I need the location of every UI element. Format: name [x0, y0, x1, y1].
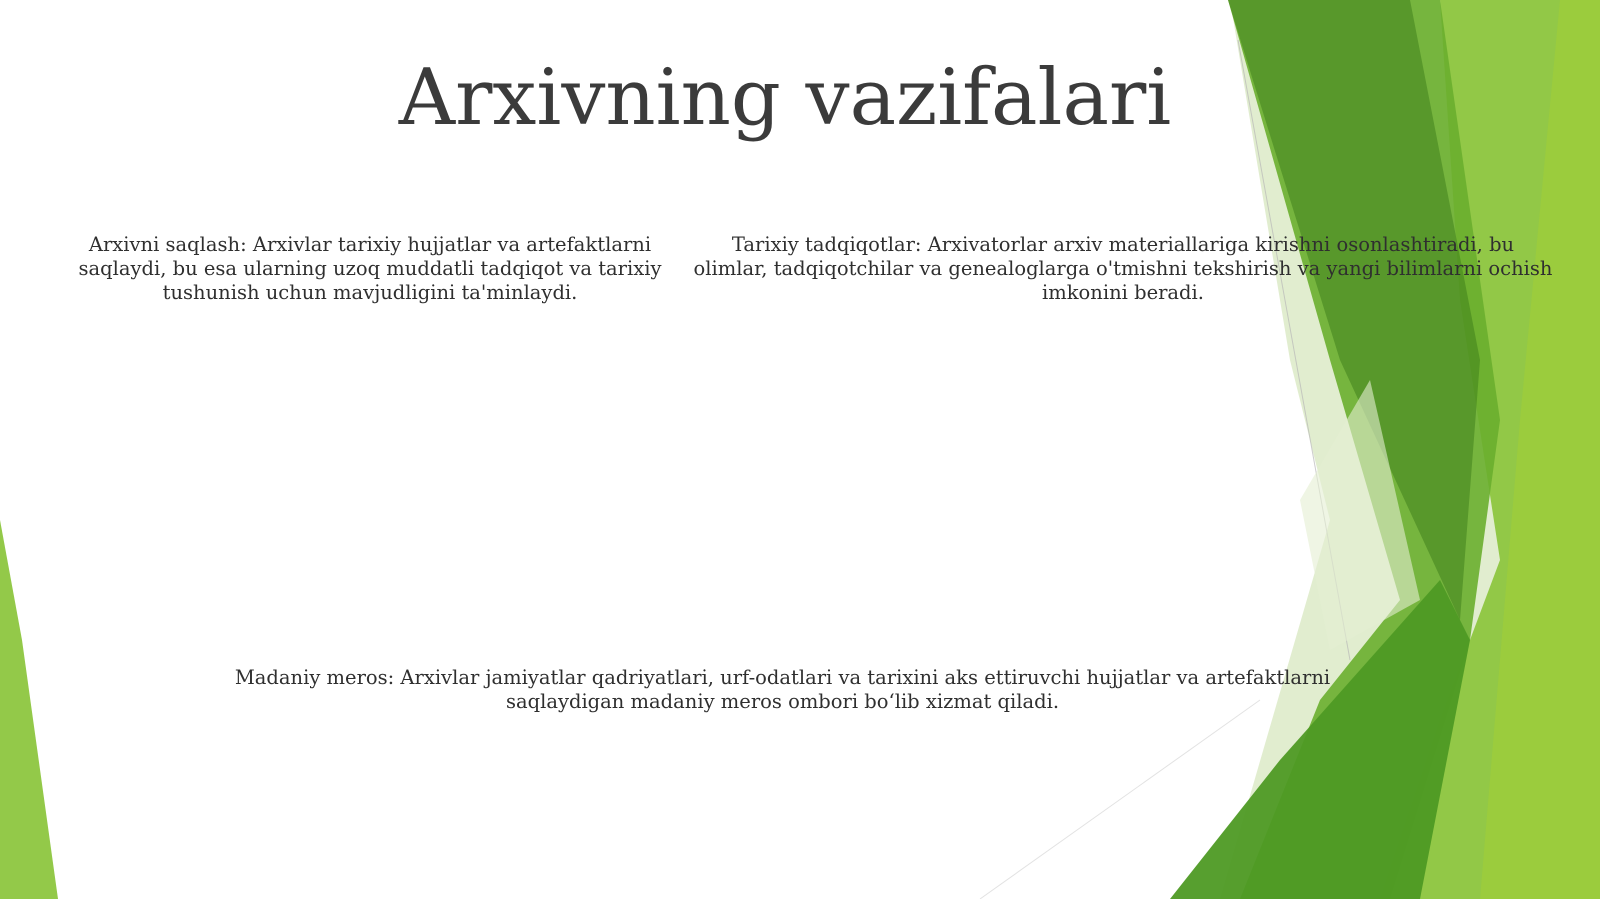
slide-title: Arxivning vazifalari [398, 53, 1172, 143]
left-green-sliver [0, 520, 58, 899]
paragraph-research: Tarixiy tadqiqotlar: Arxivatorlar arxiv materiallariga kirishni osonlashtiradi, bu olimlar, tadqiqotchilar va genealoglarga o'tmishni tekshirish va yangi bilimlarni ochish imkonini beradi. [693, 233, 1553, 304]
paragraph-preservation: Arxivni saqlash: Arxivlar tarixiy hujjatlar va artefaktlarni saqlaydi, bu esa ularning uzoq muddatli tadqiqot va tarixiy tushunish uchun mavjudligini ta'minlaydi. [78, 233, 662, 304]
paragraph-heritage: Madaniy meros: Arxivlar jamiyatlar qadriyatlari, urf-odatlari va tarixini aks ettiruvchi hujjatlar va artefaktlarni saqlaydigan madaniy meros ombori bo‘lib xizmat qiladi. [234, 666, 1331, 713]
